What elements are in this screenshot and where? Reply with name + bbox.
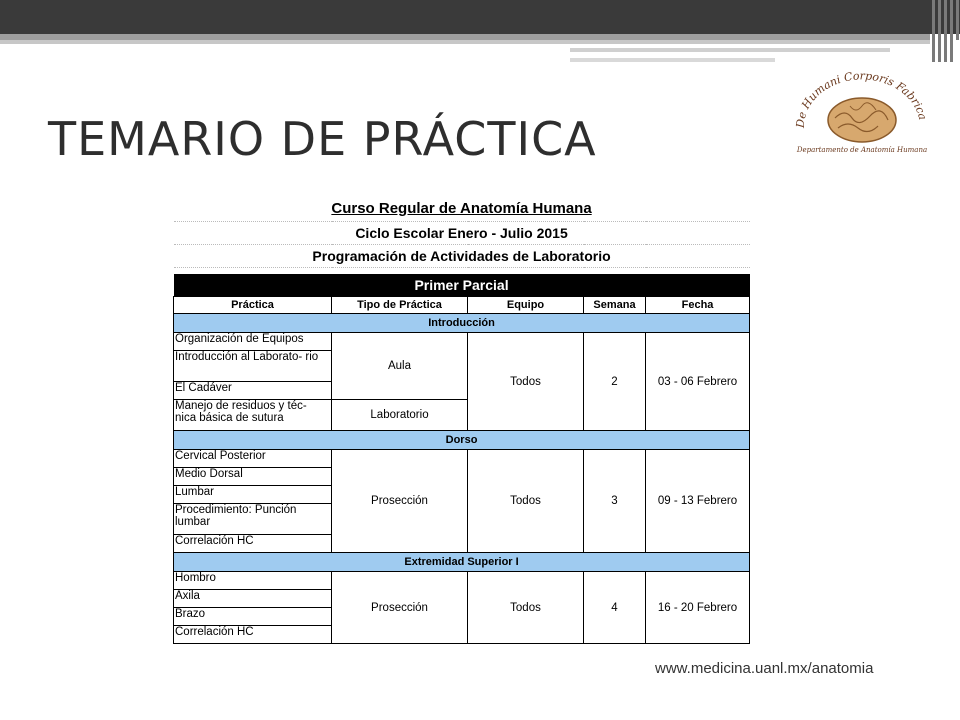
- practica-cell: Brazo: [174, 608, 332, 626]
- fecha-cell: 16 - 20 Febrero: [646, 572, 750, 644]
- department-logo: [790, 70, 930, 158]
- course-title: Curso Regular de Anatomía Humana: [174, 197, 750, 222]
- section-header: Extremidad Superior I: [174, 553, 750, 572]
- fecha-cell: 09 - 13 Febrero: [646, 450, 750, 553]
- equipo-cell: Todos: [468, 333, 584, 431]
- top-decorative-line: [570, 48, 890, 52]
- practica-cell: Introducción al Laborato- rio: [174, 351, 332, 382]
- program-title: Programación de Actividades de Laboratorio: [174, 245, 750, 268]
- svg-text:De Humani Corporis Fabrica: De Humani Corporis Fabrica: [793, 70, 930, 129]
- practica-cell: Procedimiento: Punción lumbar: [174, 504, 332, 535]
- corner-decorative-bars: [930, 0, 960, 62]
- practica-cell: Cervical Posterior: [174, 450, 332, 468]
- fecha-cell: 03 - 06 Febrero: [646, 333, 750, 431]
- semana-cell: 4: [584, 572, 646, 644]
- practica-cell: Manejo de residuos y téc- nica básica de sutura: [174, 400, 332, 431]
- column-header: Semana: [584, 297, 646, 314]
- practica-cell: El Cadáver: [174, 382, 332, 400]
- practica-cell: Correlación HC: [174, 535, 332, 553]
- schedule-table: [173, 197, 750, 644]
- tipo-cell: Aula: [332, 333, 468, 400]
- semana-cell: 3: [584, 450, 646, 553]
- practica-cell: Axila: [174, 590, 332, 608]
- section-header: Dorso: [174, 431, 750, 450]
- top-decorative-line: [0, 40, 930, 44]
- svg-text:Departamento de Anatomía Human: Departamento de Anatomía Humana: [796, 146, 928, 154]
- section-header: Introducción: [174, 314, 750, 333]
- semana-cell: 2: [584, 333, 646, 431]
- top-decorative-line: [570, 58, 775, 62]
- column-header: Fecha: [646, 297, 750, 314]
- practica-cell: Hombro: [174, 572, 332, 590]
- practica-cell: Lumbar: [174, 486, 332, 504]
- slide-title: TEMARIO DE PRÁCTICA: [48, 112, 597, 166]
- lab-schedule-document: [173, 197, 749, 644]
- column-header: Práctica: [174, 297, 332, 314]
- tipo-cell: Prosección: [332, 450, 468, 553]
- equipo-cell: Todos: [468, 450, 584, 553]
- practica-cell: Medio Dorsal: [174, 468, 332, 486]
- practica-cell: Organización de Equipos: [174, 333, 332, 351]
- cycle-title: Ciclo Escolar Enero - Julio 2015: [174, 222, 750, 245]
- column-header: Tipo de Práctica: [332, 297, 468, 314]
- tipo-cell: Laboratorio: [332, 400, 468, 431]
- column-header: Equipo: [468, 297, 584, 314]
- top-decorative-bar: [0, 0, 960, 34]
- footer-url: www.medicina.uanl.mx/anatomia: [655, 660, 874, 677]
- tipo-cell: Prosección: [332, 572, 468, 644]
- equipo-cell: Todos: [468, 572, 584, 644]
- parcial-header: Primer Parcial: [174, 274, 750, 297]
- practica-cell: Correlación HC: [174, 626, 332, 644]
